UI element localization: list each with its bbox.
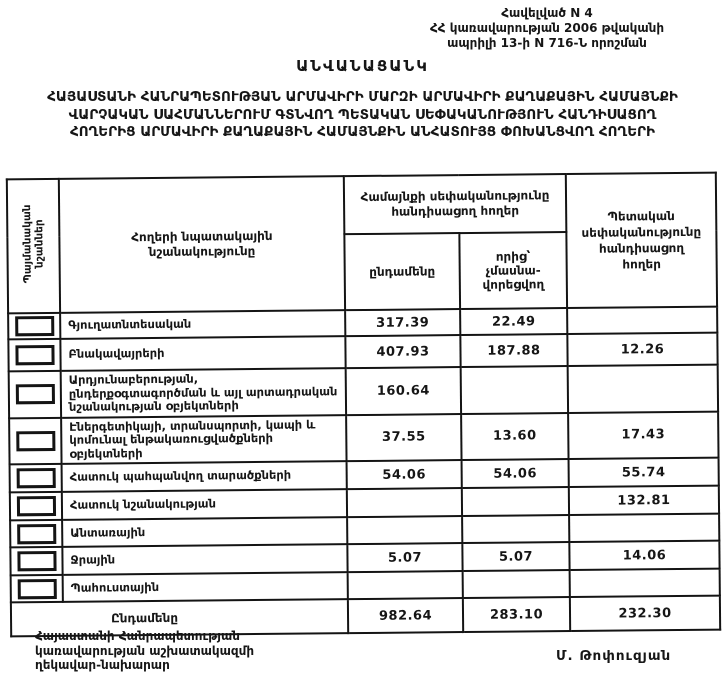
appendix-line: ՀՀ կառավարության 2006 թվականի — [429, 21, 665, 35]
non-privatized-value: 54.06 — [462, 459, 569, 488]
community-total-value: 54.06 — [347, 460, 462, 489]
symbol-cell — [10, 492, 62, 520]
column-header-non-privatized: որից՝ չմասնա-վորեցվող — [459, 232, 567, 309]
land-purpose-label: Գյուղատնտեսական — [60, 310, 345, 339]
non-privatized-value: 13.60 — [461, 413, 568, 461]
subtitle-line: ՀՈՂԵՐԻՑ ԱՐՄԱՎԻՐԻ ՔԱՂԱՔԱՅԻՆ ՀԱՄԱՅՆՔԻՆ ԱՆՀԱՏՈՒՅՑ ՓՈԽԱՆՑՎՈՂ ՀՈՂԵՐԻ — [69, 124, 656, 140]
signature-name: Մ. Թոփուզյան — [556, 648, 672, 664]
issuer-line: ղեկավար-նախարար — [35, 658, 170, 672]
non-privatized-value: 5.07 — [462, 542, 569, 571]
issuer-block — [35, 629, 254, 673]
issuer-line: Հայաստանի Հանրապետության — [35, 629, 240, 643]
state-value — [567, 307, 717, 334]
state-value — [570, 569, 720, 597]
state-value — [569, 514, 719, 542]
non-privatized-value — [461, 366, 568, 414]
legend-box-icon — [16, 384, 55, 404]
land-purpose-label: Հատուկ նշանակության — [62, 489, 347, 520]
symbol-cell — [8, 313, 60, 339]
appendix-line: ապրիլի 13-ի N 716-Ն որոշման — [447, 36, 647, 50]
column-header-purpose: Հողերի նպատակային նշանակությունը — [59, 176, 345, 313]
state-value: 12.26 — [567, 333, 717, 366]
column-header-state: Պետական սեփականությունը հանդիսացող հողեր — [566, 173, 717, 308]
community-total-value: 5.07 — [347, 543, 462, 572]
state-value: 132.81 — [569, 486, 719, 515]
state-value: 55.74 — [569, 458, 719, 487]
total-non-privatized-value: 283.10 — [463, 597, 570, 632]
community-total-value: 160.64 — [346, 367, 461, 415]
legend-box-icon — [17, 523, 56, 543]
community-total-value: 317.39 — [345, 309, 460, 336]
subtitle-line: ՎԱՐՉԱԿԱՆ ՍԱՀՄԱՆՆԵՐՈՒՄ ԳՏՆՎՈՂ ՊԵՏԱԿԱՆ ՍԵՓԱԿԱՆՈՒԹՅՈՒՆ ՀԱՆԴԻՍԱՑՈՂ — [68, 106, 657, 123]
symbol-cell — [9, 371, 61, 418]
legend-box-icon — [15, 316, 54, 336]
column-group-community: Համայնքի սեփականությունը հանդիսացող հողեր — [344, 174, 567, 234]
symbol-cell — [10, 464, 62, 492]
document-subtitle — [0, 89, 725, 142]
land-purpose-label: Բնակավայրերի — [60, 336, 345, 371]
legend-box-icon — [17, 496, 56, 516]
land-purpose-label: Արդյունաբերության, ընդերքօգտագործման և այլ արտադրական նշանակության օբյեկտների — [61, 368, 346, 417]
total-state-value: 232.30 — [570, 596, 720, 631]
legend-box-icon — [15, 345, 54, 365]
total-community-value: 982.64 — [348, 598, 463, 633]
land-table — [6, 172, 721, 638]
legend-box-icon — [17, 551, 56, 571]
land-purpose-label: Պահուստային — [63, 572, 348, 602]
non-privatized-value — [462, 515, 569, 543]
issuer-line: կառավարության աշխատակազմի — [35, 643, 255, 658]
state-value — [568, 365, 718, 413]
symbol-cell — [9, 417, 61, 464]
land-purpose-label: Անտառային — [62, 517, 347, 547]
symbol-cell — [11, 575, 63, 602]
state-value: 14.06 — [569, 541, 719, 570]
total-row-label: Ընդամենը — [11, 599, 348, 636]
appendix-line: Հավելված N 4 — [501, 6, 593, 20]
legend-box-icon — [16, 431, 55, 451]
community-total-value — [348, 571, 463, 599]
table-row — [9, 365, 718, 418]
page-title: ԱՆՎԱՆԱՑԱՆԿ — [296, 57, 429, 75]
column-header-symbols — [7, 179, 60, 313]
symbol-cell — [10, 520, 62, 547]
non-privatized-value — [463, 570, 570, 598]
table-row — [9, 411, 718, 464]
non-privatized-value: 22.49 — [460, 308, 567, 335]
community-total-value — [347, 488, 462, 517]
land-purpose-label: Ջրային — [62, 544, 347, 575]
symbol-cell — [8, 339, 60, 371]
non-privatized-value — [462, 487, 569, 516]
legend-box-icon — [18, 578, 57, 598]
land-purpose-label: Հատուկ պահպանվող տարածքների — [62, 461, 347, 492]
community-total-value — [347, 516, 462, 544]
column-header-symbols-label: Պայմանական նշաններ — [21, 204, 46, 284]
community-total-value: 407.93 — [345, 335, 460, 368]
appendix-reference-block — [377, 6, 717, 51]
subtitle-line: ՀԱՅԱՍՏԱՆԻ ՀԱՆՐԱՊԵՏՈՒԹՅԱՆ ԱՐՄԱՎԻՐԻ ՄԱՐԶԻ ԱՐՄԱՎԻՐԻ ՔԱՂԱՔԱՅԻՆ ՀԱՄԱՅՆՔԻ — [47, 89, 678, 105]
symbol-cell — [10, 547, 62, 575]
land-purpose-label: Էներգետիկայի, տրանսպորտի, կապի և կոմունալ ենթակառուցվածքների օբյեկտների — [61, 415, 346, 464]
community-total-value: 37.55 — [346, 414, 461, 462]
state-value: 17.43 — [568, 411, 718, 459]
non-privatized-value: 187.88 — [460, 334, 567, 367]
legend-box-icon — [17, 468, 56, 488]
column-header-total: ընդամենը — [344, 233, 460, 310]
